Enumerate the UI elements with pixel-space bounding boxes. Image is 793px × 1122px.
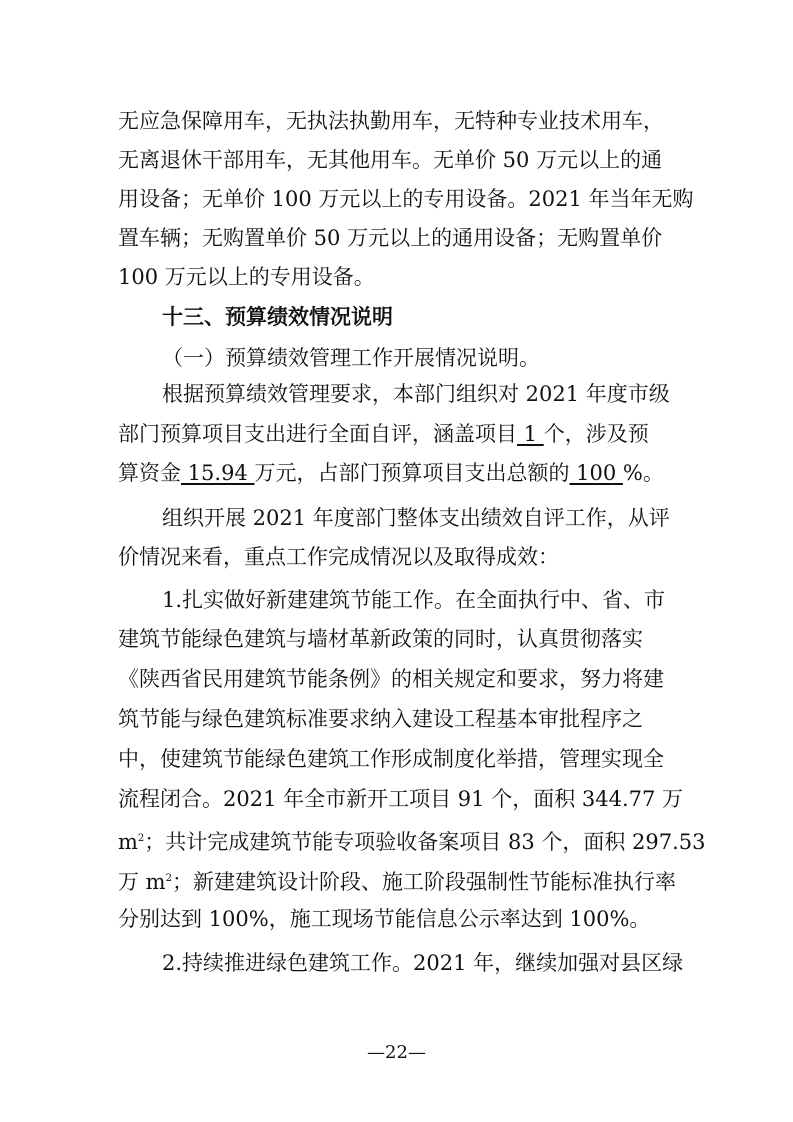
text-part: 个，涉及预 [543, 422, 649, 446]
page-number: —22— [367, 1042, 426, 1063]
text-span: 无应急保障用车，无执法执勤用车，无特种专业技术用车， [118, 109, 664, 133]
text-line [0, 781, 793, 817]
text-span [0, 422, 649, 446]
text-line [0, 455, 793, 491]
text-line [0, 861, 793, 897]
text-span [0, 461, 664, 485]
text-line [0, 376, 793, 412]
text-part: 万元，占部门预算项目支出总额的 [254, 461, 570, 485]
text-span: 中，使建筑节能绿色建筑工作形成制度化举措，管理实现全 [118, 747, 664, 771]
text-line [0, 661, 793, 697]
text-part: 部门预算项目支出进行全面自评，涵盖项目 [118, 422, 517, 446]
text-line [0, 582, 793, 618]
text-span: 用设备；无单价 100 万元以上的专用设备。2021 年当年无购 [118, 187, 694, 211]
text-span [0, 870, 676, 894]
text-span [0, 830, 706, 854]
text-line [0, 821, 793, 857]
text-line [0, 701, 793, 737]
budget-amount: 15.94 [181, 461, 255, 485]
text-span: 2.持续推进绿色建筑工作。2021 年，继续加强对县区绿 [162, 951, 684, 975]
text-span: 根据预算绩效管理要求，本部门组织对 2021 年度市级 [162, 382, 670, 406]
text-line [0, 142, 793, 178]
text-span: 筑节能与绿色建筑标准要求纳入建设工程基本审批程序之 [118, 707, 643, 731]
text-line [0, 901, 793, 937]
text-part: %。 [622, 461, 664, 485]
superscript: 2 [137, 833, 145, 844]
text-line [0, 181, 793, 217]
text-span: 无离退休干部用车，无其他用车。无单价 50 万元以上的通 [118, 148, 663, 172]
text-line [0, 103, 793, 139]
text-line [0, 259, 793, 295]
text-line [0, 741, 793, 777]
text-line [0, 220, 793, 256]
text-line [0, 945, 793, 981]
text-part: 算资金 [118, 461, 181, 485]
text-line [0, 621, 793, 657]
section-heading [0, 299, 793, 335]
text-span: 建筑节能绿色建筑与墙材革新政策的同时，认真贯彻落实 [118, 627, 643, 651]
unit-text: 万 m [118, 870, 166, 894]
text-line [0, 539, 793, 575]
unit-text: m [118, 830, 138, 854]
text-span: 流程闭合。2021 年全市新开工项目 91 个，面积 344.77 万 [118, 787, 684, 811]
text-part: ；新建建筑设计阶段、施工阶段强制性节能标准执行率 [171, 870, 676, 894]
text-span: 价情况来看，重点工作完成情况以及取得成效： [118, 545, 559, 569]
text-span: 《陕西省民用建筑节能条例》的相关规定和要求，努力将建 [118, 667, 664, 691]
text-span: 组织开展 2021 年度部门整体支出绩效自评工作，从评 [162, 506, 670, 530]
text-line [0, 500, 793, 536]
text-span: 分别达到 100%，施工现场节能信息公示率达到 100%。 [118, 907, 651, 931]
text-line [0, 416, 793, 452]
text-span: 100 万元以上的专用设备。 [118, 265, 375, 289]
subsection-heading [0, 340, 793, 376]
text-part: ；共计完成建筑节能专项验收备案项目 83 个，面积 297.53 [144, 830, 706, 854]
heading-text: 十三、预算绩效情况说明 [162, 305, 393, 329]
text-span: 1.扎实做好新建建筑节能工作。在全面执行中、省、市 [162, 588, 666, 612]
budget-percent: 100 [569, 461, 623, 485]
superscript: 2 [165, 873, 172, 884]
project-count: 1 [517, 422, 544, 446]
text-span: 置车辆；无购置单价 50 万元以上的通用设备；无购置单价 [118, 226, 663, 250]
subheading-text: （一）预算绩效管理工作开展情况说明。 [162, 346, 540, 370]
